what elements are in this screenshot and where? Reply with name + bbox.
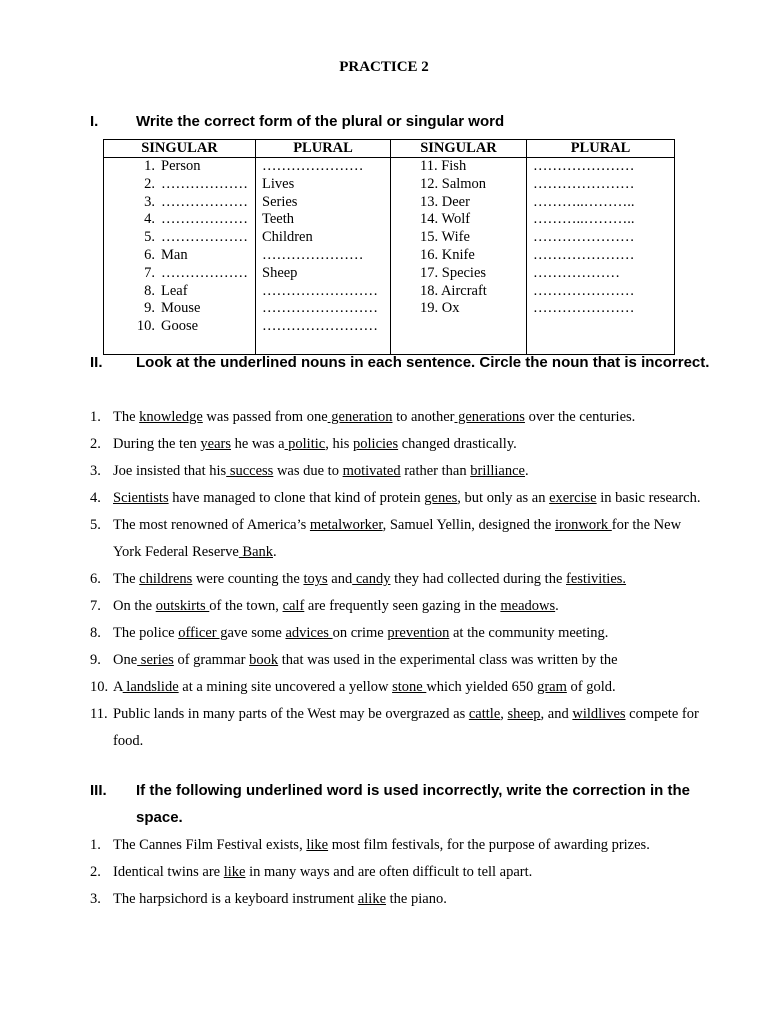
sentence-fragment: to another [392, 409, 455, 425]
word-entry: ……………… [161, 264, 248, 281]
word-entry: …………………… [262, 282, 378, 299]
word-entry: 15. Wife [420, 229, 470, 246]
sentence-item [90, 593, 710, 620]
sentence-text [113, 485, 710, 512]
underlined-word: ironwork [555, 517, 612, 533]
underlined-word: officer g [178, 625, 228, 641]
underlined-word: motivated [342, 463, 401, 479]
item-number: 5. [144, 229, 155, 246]
sentence-item [90, 512, 710, 566]
header-singular-2: SINGULAR [391, 140, 527, 158]
word-entry: 16. Knife [420, 246, 475, 263]
sentence-fragment: The police [113, 625, 179, 641]
sentence-fragment: rather than [400, 463, 471, 479]
sentence-fragment: Joe insisted that his [113, 463, 227, 479]
item-number: 4. [144, 211, 155, 228]
sentence-text [113, 404, 710, 431]
header-plural-2: PLURAL [527, 140, 675, 158]
sentence-fragment: in many ways and are often difficult to tell apart. [245, 864, 533, 880]
item-number: 9. [90, 652, 101, 668]
sentence-fragment: , Samuel Yellin, designed the [382, 517, 555, 533]
sentence-fragment: , and [540, 706, 573, 722]
table-row-left-singular [133, 265, 255, 283]
sentence-item [90, 647, 710, 674]
word-entry: …………………… [262, 318, 378, 335]
item-number: 10. [90, 679, 109, 695]
underlined-word: festivities. [566, 571, 627, 587]
item-number: 6. [90, 571, 101, 587]
sentence-fragment: were counting the [192, 571, 304, 587]
item-number: 1. [90, 837, 101, 853]
sentence-fragment: compete for food. [113, 706, 699, 749]
sentence-fragment: , his [325, 436, 354, 452]
underlined-word: childrens [139, 571, 193, 587]
sentence-text [113, 566, 710, 593]
sentence-text [113, 647, 710, 674]
sentence-fragment: at a mining site uncovered a yellow [178, 679, 393, 695]
sentence-fragment: During the ten [113, 436, 201, 452]
underlined-word: sheep [507, 706, 541, 722]
sentence-fragment: A [113, 679, 123, 695]
sentence-text [113, 701, 710, 755]
word-entry: 18. Aircraft [420, 282, 487, 299]
word-entry: ………………… [533, 175, 635, 192]
sentence-text [113, 512, 710, 566]
sentence-fragment: The Cannes Film Festival exists, [113, 837, 307, 853]
word-entry: Goose [161, 318, 199, 335]
sentence-fragment: On the [113, 598, 156, 614]
sentence-item [90, 832, 710, 859]
section-3-instruction: If the following underlined word is used incorrectly, write the correction in the space. [136, 782, 690, 826]
table-row-left-singular [133, 229, 255, 247]
underlined-word: like [306, 837, 329, 853]
item-number: 6. [144, 246, 155, 263]
left-plural-column [256, 158, 391, 355]
plural-singular-table [103, 139, 675, 355]
word-entry: ……………… [161, 193, 248, 210]
sentence-fragment: of gold. [566, 679, 616, 695]
sentence-fragment: One [113, 652, 138, 668]
sentence-fragment: . [555, 598, 559, 614]
table-row-left-singular [133, 318, 255, 336]
underlined-word: cattle [468, 706, 501, 722]
table-row-left-singular [133, 247, 255, 265]
section-1-number: I. [90, 113, 99, 130]
word-entry: Children [262, 229, 313, 246]
underlined-word: years [200, 436, 231, 452]
item-number: 2. [144, 175, 155, 192]
sentence-item [90, 458, 710, 485]
word-entry: …………………… [262, 300, 378, 317]
word-entry: 19. Ox [420, 300, 460, 317]
sentence-fragment: of grammar [173, 652, 250, 668]
item-number: 8. [90, 625, 101, 641]
underlined-word: generations [454, 409, 525, 425]
section-1-instruction: Write the correct form of the plural or singular word [136, 113, 505, 130]
section-3-sentences [90, 832, 710, 913]
table-row-left-singular [133, 158, 255, 176]
underlined-word: alike [357, 891, 387, 907]
underlined-word: genes [424, 490, 458, 506]
sentence-item [90, 674, 710, 701]
underlined-word: metalworker [309, 517, 383, 533]
item-number: 9. [144, 300, 155, 317]
sentence-item [90, 886, 710, 913]
table-row-left-singular [133, 176, 255, 194]
word-entry: ………..……….. [533, 193, 635, 210]
underlined-word: book [249, 652, 279, 668]
underlined-word: landslide [122, 679, 179, 695]
underlined-word: knowledge [139, 409, 203, 425]
left-singular-column [104, 158, 256, 355]
word-entry: 14. Wolf [420, 211, 471, 228]
underlined-word: wildlives [572, 706, 626, 722]
table-row-left-singular [133, 300, 255, 318]
section-3-heading [90, 777, 710, 831]
word-entry: Lives [262, 175, 295, 192]
sentence-fragment: are frequently seen gazing in the [304, 598, 501, 614]
sentence-fragment: changed drastically. [398, 436, 517, 452]
underlined-word: stone [392, 679, 427, 695]
underlined-word: toys [303, 571, 328, 587]
underlined-word: series [137, 652, 174, 668]
underlined-word: like [223, 864, 246, 880]
sentence-fragment: of the town, [209, 598, 283, 614]
word-entry: ………………… [533, 229, 635, 246]
word-entry: Series [262, 193, 298, 210]
sentence-text [113, 674, 710, 701]
word-entry: ……………… [161, 175, 248, 192]
sentence-fragment: was due to [273, 463, 343, 479]
sentence-fragment: , [500, 706, 508, 722]
sentence-fragment: , but only as an [457, 490, 550, 506]
underlined-word: Bank [238, 544, 274, 560]
underlined-word: Scientists [113, 490, 169, 506]
underlined-word: calf [282, 598, 305, 614]
word-entry: ………………… [533, 300, 635, 317]
item-number: 7. [144, 264, 155, 281]
underlined-word: candy [352, 571, 391, 587]
sentence-text [113, 620, 710, 647]
item-number: 10. [136, 318, 155, 335]
sentence-fragment: that was used in the experimental class was written by the [278, 652, 618, 668]
sentence-text [113, 431, 710, 458]
word-entry: ……………… [161, 229, 248, 246]
item-number: 5. [90, 517, 101, 533]
word-entry: ………………… [533, 282, 635, 299]
sentence-fragment: ave some [227, 625, 286, 641]
sentence-fragment: for the New York Federal Reserve [113, 517, 682, 560]
sentence-fragment: Public lands in many parts of the West may be overgrazed as [113, 706, 469, 722]
sentence-text [113, 593, 710, 620]
word-entry: Mouse [161, 300, 201, 317]
item-number: 2. [90, 436, 101, 452]
underlined-word: exercise [549, 490, 597, 506]
item-number: 3. [144, 193, 155, 210]
underlined-word: gram [537, 679, 567, 695]
page-title: PRACTICE 2 [339, 59, 429, 75]
item-number: 3. [90, 463, 101, 479]
sentence-fragment: which yielded 650 [426, 679, 538, 695]
sentence-fragment: the piano. [386, 891, 447, 907]
section-2-heading [90, 349, 710, 376]
item-number: 1. [144, 158, 155, 174]
item-number: 8. [144, 282, 155, 299]
underlined-word: brilliance [470, 463, 525, 479]
sentence-item [90, 620, 710, 647]
sentence-item [90, 859, 710, 886]
underlined-word: success [226, 463, 274, 479]
word-entry: ………………… [262, 158, 364, 174]
sentence-fragment: . [273, 544, 277, 560]
sentence-item [90, 701, 710, 755]
header-plural-1: PLURAL [256, 140, 391, 158]
table-row-left-singular [133, 194, 255, 212]
sentence-fragment: was passed from one [202, 409, 328, 425]
sentence-item [90, 566, 710, 593]
sentence-fragment: he was a [230, 436, 285, 452]
item-number: 4. [90, 490, 101, 506]
word-entry: Person [161, 158, 201, 174]
word-entry: Leaf [161, 282, 188, 299]
header-singular-1: SINGULAR [104, 140, 256, 158]
word-entry: 11. Fish [420, 158, 467, 174]
sentence-fragment: at the community meeting. [449, 625, 609, 641]
word-entry: ………………… [533, 246, 635, 263]
underlined-word: meadows [500, 598, 556, 614]
sentence-item [90, 485, 710, 512]
sentence-text [113, 859, 710, 886]
item-number: 11. [90, 706, 108, 722]
item-number: 1. [90, 409, 101, 425]
sentence-fragment: The harpsichord is a keyboard instrument [113, 891, 358, 907]
table-row-left-singular [133, 283, 255, 301]
sentence-text [113, 832, 710, 859]
section-2-number: II. [90, 354, 103, 371]
right-plural-column [527, 158, 675, 355]
item-number: 3. [90, 891, 101, 907]
word-entry: Teeth [262, 211, 294, 228]
sentence-fragment: in basic research. [596, 490, 701, 506]
item-number: 7. [90, 598, 101, 614]
word-entry: Man [161, 246, 188, 263]
word-entry: Sheep [262, 264, 298, 281]
sentence-fragment: The [113, 571, 140, 587]
word-entry: ……………… [533, 264, 620, 281]
sentence-item [90, 431, 710, 458]
underlined-word: generation [327, 409, 393, 425]
word-entry: ………..……….. [533, 211, 635, 228]
underlined-word: advices [285, 625, 333, 641]
word-entry: ………………… [262, 246, 364, 263]
right-singular-column [391, 158, 527, 355]
sentence-fragment: The most renowned of America’s [113, 517, 310, 533]
sentence-fragment: they had collected during the [390, 571, 567, 587]
underlined-word: politic [284, 436, 326, 452]
word-entry: ………………… [533, 158, 635, 174]
sentence-fragment: Identical twins are [113, 864, 224, 880]
sentence-fragment: most film festivals, for the purpose of awarding prizes. [328, 837, 650, 853]
section-2-sentences [90, 404, 710, 755]
sentence-fragment: . [525, 463, 529, 479]
word-entry: 17. Species [420, 264, 487, 281]
sentence-fragment: The [113, 409, 140, 425]
table-row-left-singular [133, 211, 255, 229]
underlined-word: outskirts [155, 598, 210, 614]
word-entry: 13. Deer [420, 193, 470, 210]
sentence-fragment: have managed to clone that kind of protein [168, 490, 425, 506]
section-2-instruction: Look at the underlined nouns in each sentence. Circle the noun that is incorrect. [136, 354, 710, 371]
word-entry: ……………… [161, 211, 248, 228]
section-3-number: III. [90, 782, 107, 799]
sentence-text [113, 886, 710, 913]
underlined-word: prevention [387, 625, 450, 641]
sentence-item [90, 404, 710, 431]
sentence-text [113, 458, 710, 485]
sentence-fragment: and [327, 571, 353, 587]
sentence-fragment: over the centuries. [524, 409, 636, 425]
sentence-fragment: on crime [332, 625, 388, 641]
section-1-heading [90, 108, 710, 135]
underlined-word: policies [353, 436, 399, 452]
word-entry: 12. Salmon [420, 175, 487, 192]
item-number: 2. [90, 864, 101, 880]
